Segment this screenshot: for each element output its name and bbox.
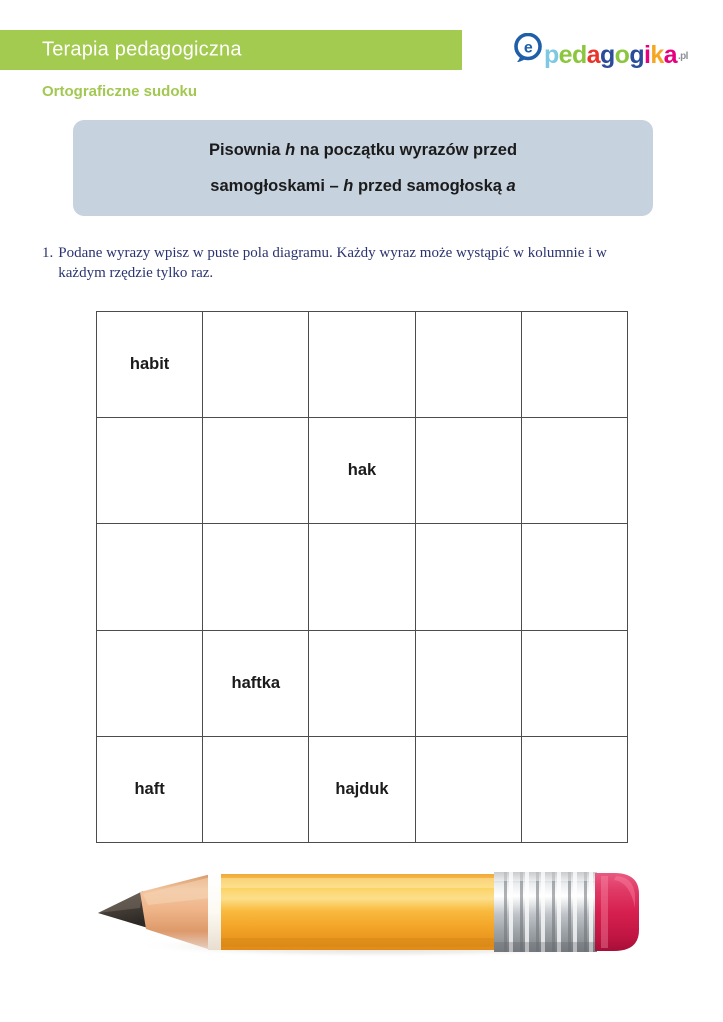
- instruction-block: [42, 243, 642, 284]
- sudoku-cell[interactable]: [203, 312, 309, 418]
- logo-letter-a2: a: [663, 41, 677, 69]
- sudoku-cell[interactable]: [203, 737, 309, 843]
- topic-line2-italic-a: a: [506, 176, 516, 195]
- sudoku-cell[interactable]: [203, 524, 309, 630]
- logo-letter-e: e: [558, 41, 572, 69]
- topic-line1-italic-h: h: [285, 141, 296, 160]
- header-green-bar: [0, 30, 462, 70]
- topic-line2-italic-h: h: [343, 176, 354, 195]
- sudoku-cell[interactable]: hak: [309, 418, 415, 524]
- svg-text:e: e: [523, 39, 533, 57]
- worksheet-subtitle: Ortograficzne sudoku: [42, 83, 198, 100]
- sudoku-cell[interactable]: [522, 418, 628, 524]
- sudoku-cell[interactable]: [416, 418, 522, 524]
- topic-line2-text2: przed samogłoską: [353, 176, 507, 195]
- logo-letter-g2: g: [629, 41, 644, 69]
- pencil-illustration: [96, 858, 641, 963]
- sudoku-cell[interactable]: haft: [97, 737, 203, 843]
- instruction-number: 1.: [42, 245, 54, 261]
- sudoku-cell[interactable]: [522, 524, 628, 630]
- logo-letter-p: p: [544, 41, 559, 69]
- logo-letter-g1: g: [599, 41, 615, 69]
- sudoku-cell[interactable]: [97, 631, 203, 737]
- sudoku-cell[interactable]: [416, 631, 522, 737]
- logo-emblem-icon: [513, 33, 543, 63]
- logo-wordmark: [544, 43, 677, 68]
- sudoku-cell[interactable]: [416, 312, 522, 418]
- logo-letter-o: o: [614, 41, 630, 69]
- topic-line-1: [209, 141, 517, 159]
- sudoku-cell[interactable]: [522, 312, 628, 418]
- logo-letter-i: i: [643, 41, 651, 69]
- sudoku-cell[interactable]: [309, 631, 415, 737]
- sudoku-cell[interactable]: [97, 524, 203, 630]
- sudoku-cell[interactable]: haftka: [203, 631, 309, 737]
- instruction-text: Podane wyrazy wpisz w puste pola diagramu. Każdy wyraz może wystąpić w kolumnie i w każdym rzędzie tylko raz.: [58, 245, 607, 282]
- page-title: Terapia pedagogiczna: [42, 38, 242, 61]
- epedagogika-logo: [513, 33, 688, 69]
- logo-tld-label: .pl: [677, 51, 688, 62]
- sudoku-cell[interactable]: [522, 631, 628, 737]
- sudoku-cell[interactable]: habit: [97, 312, 203, 418]
- sudoku-cell[interactable]: [203, 418, 309, 524]
- logo-letter-a: a: [586, 41, 600, 69]
- sudoku-cell[interactable]: [416, 524, 522, 630]
- topic-line2-text1: samogłoskami –: [210, 176, 344, 195]
- topic-line-2: [210, 177, 515, 195]
- topic-line1-text1: Pisownia: [208, 141, 286, 160]
- topic-line1-text2: na początku wyrazów przed: [295, 141, 518, 160]
- sudoku-cell[interactable]: [416, 737, 522, 843]
- sudoku-cell[interactable]: [97, 418, 203, 524]
- sudoku-cell[interactable]: [522, 737, 628, 843]
- sudoku-cell[interactable]: [309, 312, 415, 418]
- topic-box: [73, 120, 653, 216]
- sudoku-grid: [96, 311, 628, 843]
- sudoku-cell[interactable]: hajduk: [309, 737, 415, 843]
- logo-letter-k: k: [650, 41, 664, 69]
- logo-letter-d: d: [571, 41, 587, 69]
- sudoku-cell[interactable]: [309, 524, 415, 630]
